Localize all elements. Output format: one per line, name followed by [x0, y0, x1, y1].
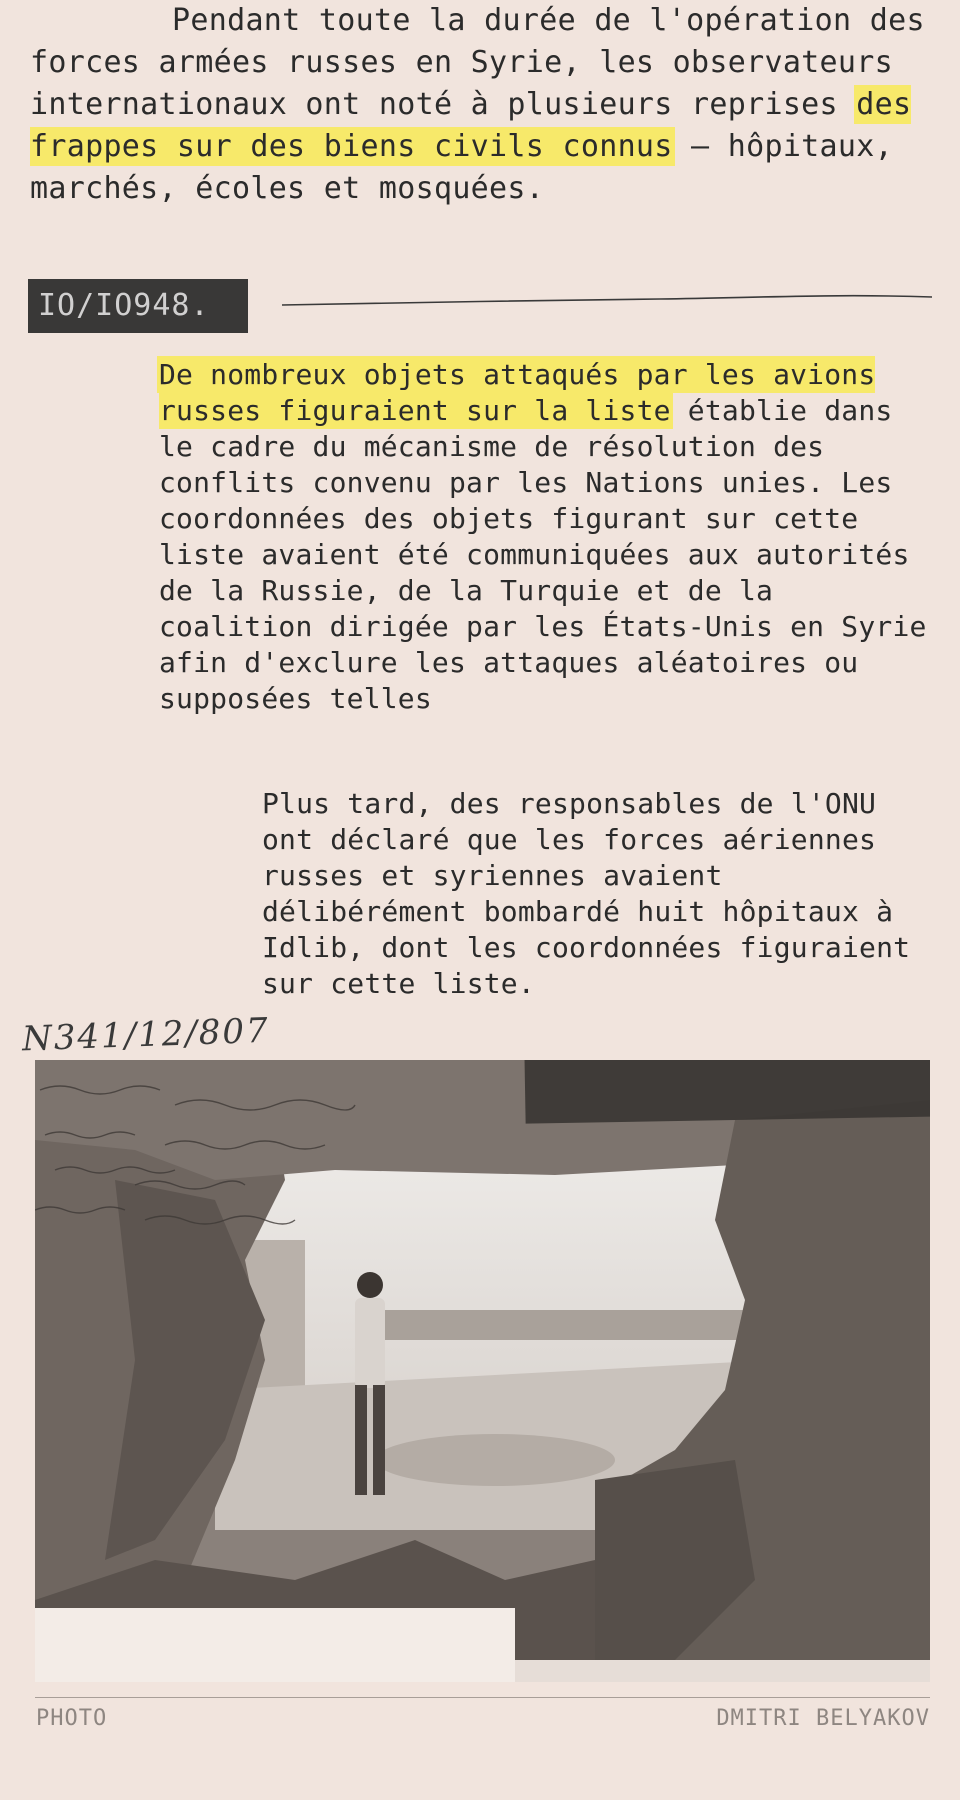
archive-stamp: IO/IO948.	[28, 279, 248, 333]
paragraph-3: Plus tard, des responsables de l'ONU ont déclaré que les forces aériennes russes et syriennes avaient délibérément bombardé huit hôpitaux à Idlib, dont les coordonnées figuraient sur cette liste.	[262, 787, 911, 1000]
intro-highlight: des frappes sur des biens civils connus	[30, 87, 912, 164]
photo-credit: DMITRI BELYAKOV	[716, 1706, 930, 1731]
photo-label: PHOTO	[36, 1706, 108, 1731]
handwritten-reference: N341/12/807	[21, 1010, 271, 1060]
paragraph-2	[159, 357, 939, 717]
photo-damaged-building	[35, 1060, 930, 1682]
hand-drawn-rule	[280, 288, 935, 308]
paragraph-2-text: établie dans le cadre du mécanisme de résolution des conflits convenu par les Nations unies. Les coordonnées des objets figurant sur cette liste avaient été communiquées aux autorités de la Russie, de la Turquie et de la coalition dirigée par les États-Unis en Syrie afin d'exclure les attaques aléatoires ou supposées telles	[159, 394, 927, 715]
paragraph-2-highlight: De nombreux objets attaqués par les avions russes figuraient sur la liste	[159, 358, 876, 427]
intro-text-b: – hôpitaux, marchés, écoles et mosquées.	[30, 129, 893, 206]
intro-text-a: Pendant toute la durée de l'opération des forces armées russes en Syrie, les observateurs internationaux ont noté à plusieurs reprises	[30, 3, 925, 122]
footer-divider	[35, 1697, 930, 1698]
intro-paragraph	[30, 0, 940, 210]
